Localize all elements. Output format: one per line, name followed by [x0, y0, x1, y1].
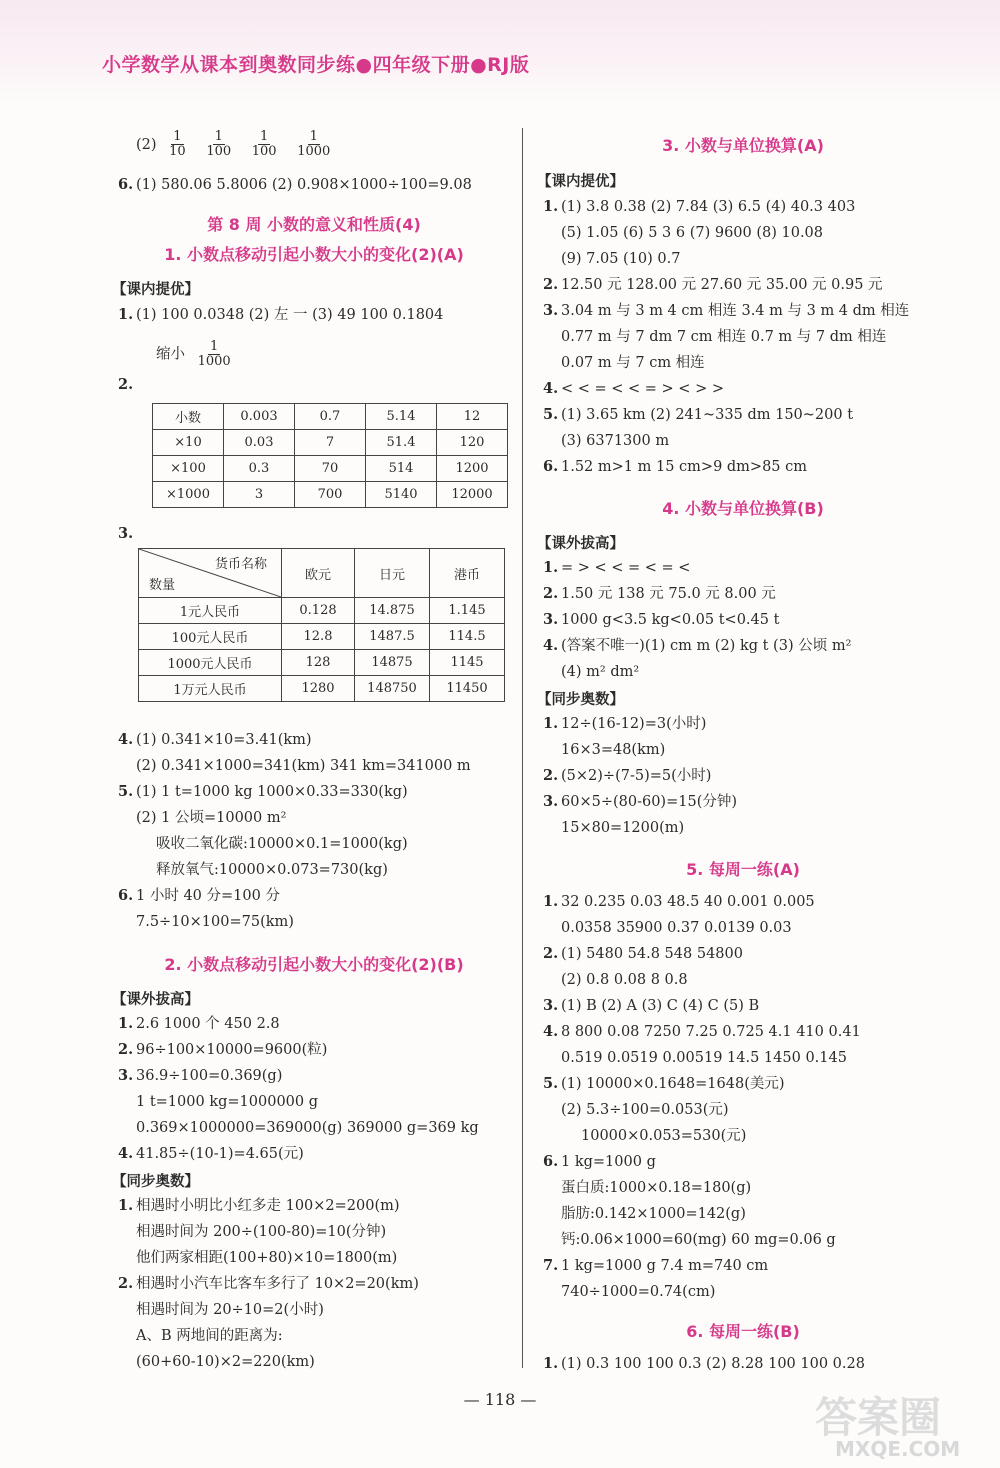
answer-line: 蛋白质:1000×0.18=180(g) — [561, 1180, 752, 1196]
answer-line: (2) 5.3÷100=0.053(元) — [561, 1102, 729, 1118]
answer-line: 5. (1) 10000×0.1648=1648(美元) — [543, 1075, 785, 1092]
answer-line: 释放氧气:10000×0.073=730(kg) — [156, 862, 388, 878]
section-title: 1. 小数点移动引起小数大小的变化(2)(A) — [164, 245, 464, 264]
answer-line: 他们两家相距(100+80)×10=1800(m) — [136, 1250, 398, 1266]
answer-line: 2. (1) 5480 54.8 548 54800 — [543, 945, 743, 962]
answer-line: (60+60-10)×2=220(km) — [136, 1354, 315, 1370]
answer-line: 10000×0.053=530(元) — [581, 1128, 747, 1144]
answer-line: 1. (1) 3.8 0.38 (2) 7.84 (3) 6.5 (4) 40.3 403 — [543, 198, 856, 215]
answer-line: 6. 1 kg=1000 g — [543, 1153, 656, 1170]
column-divider — [522, 128, 523, 1368]
answer-line: 1. = > < < = < = < — [543, 559, 691, 576]
book-header: 小学数学从课本到奥数同步练●四年级下册●RJ版 — [102, 54, 530, 76]
subsection-label: 【课外拔高】 — [537, 536, 624, 552]
answer-line: 15×80=1200(m) — [561, 820, 685, 836]
answer-line: (2) 0.8 0.08 8 0.8 — [561, 972, 688, 988]
answer-line: 吸收二氧化碳:10000×0.1=1000(kg) — [156, 836, 408, 852]
answer-line: 0.369×1000000=369000(g) 369000 g=369 kg — [136, 1120, 479, 1136]
section-title: 3. 小数与单位换算(A) — [662, 136, 824, 155]
answer-line: 4. < < = < < = > < > > — [543, 380, 724, 397]
subsection-label: 【同步奥数】 — [112, 1174, 199, 1190]
decimal-table: 小数 0.003 0.7 5.14 12 ×10 0.03 7 51.4 120 ×100 0.3 70 514 1200 ×1000 3 700 5140 12000 — [152, 403, 508, 508]
answer-line: 1 t=1000 kg=1000000 g — [136, 1094, 319, 1110]
answer-line: 4. 8 800 0.08 7250 7.25 0.725 4.1 410 0.41 — [543, 1023, 861, 1040]
fraction: $\frac{1}{1000}$ — [297, 129, 331, 159]
answer-line: 2. 96÷100×10000=9600(粒) — [118, 1041, 328, 1058]
fraction: $\frac{1}{100}$ — [206, 129, 232, 159]
answer-line: 6. 1 小时 40 分=100 分 — [118, 887, 280, 904]
answer-number: 3. — [118, 525, 134, 542]
answer-line: 5. (1) 1 t=1000 kg 1000×0.33=330(kg) — [118, 783, 408, 800]
answer-line: 相遇时间为 20÷10=2(小时) — [136, 1302, 324, 1318]
answer-line: 2. 12.50 元 128.00 元 27.60 元 35.00 元 0.95 元 — [543, 276, 883, 293]
answer-line: 1. (1) 100 0.0348 (2) 左 一 (3) 49 100 0.1804 — [118, 306, 444, 323]
answer-line: 脂肪:0.142×1000=142(g) — [561, 1206, 746, 1222]
fraction: $\frac{1}{100}$ — [251, 129, 277, 159]
answer-line: 1. 32 0.235 0.03 48.5 40 0.001 0.005 — [543, 893, 815, 910]
answer-line: 740÷1000=0.74(cm) — [561, 1284, 716, 1300]
answer-number: 2. — [118, 376, 134, 393]
answer-line: 1. (1) 0.3 100 100 0.3 (2) 8.28 100 100 0.28 — [543, 1355, 865, 1372]
section-title: 5. 每周一练(A) — [686, 860, 800, 879]
answer-line: 4. (1) 0.341×10=3.41(km) — [118, 731, 312, 748]
answer-line: 2. 相遇时小汽车比客车多行了 10×2=20(km) — [118, 1275, 419, 1292]
answer-line: 7. 1 kg=1000 g 7.4 m=740 cm — [543, 1257, 769, 1274]
answer-line: (3) 6371300 m — [561, 433, 670, 449]
answer-line: 4. 41.85÷(10-1)=4.65(元) — [118, 1145, 304, 1162]
answer-line: 5. (1) 3.65 km (2) 241~335 dm 150~200 t — [543, 406, 854, 423]
answer-line: A、B 两地间的距离为: — [136, 1328, 283, 1344]
answer-line: 缩小 $\frac{1}{1000}$ — [156, 339, 231, 369]
answer-line: 1. 12÷(16-12)=3(小时) — [543, 715, 707, 732]
watermark: 答案圈 — [815, 1393, 942, 1442]
diagonal-header-cell: 货币名称 数量 — [139, 549, 281, 597]
section-title: 2. 小数点移动引起小数大小的变化(2)(B) — [164, 955, 464, 974]
watermark-url: MXQE.COM — [835, 1437, 961, 1461]
answer-line: 钙:0.06×1000=60(mg) 60 mg=0.06 g — [561, 1232, 836, 1248]
answer-line: (9) 7.05 (10) 0.7 — [561, 251, 681, 267]
answer-line: 3. 60×5÷(80-60)=15(分钟) — [543, 793, 738, 810]
answer-line: 3. 36.9÷100=0.369(g) — [118, 1067, 283, 1084]
answer-line: 3. 1000 g<3.5 kg<0.05 t<0.45 t — [543, 611, 780, 628]
currency-table: 货币名称 数量 欧元 日元 港币 1元人民币 0.128 14.875 1.145 100元人民币 12.8 1487.5 114.5 1000元人民币 128 14875 1145 1万元人民币 1280 148750 11450 — [138, 548, 505, 702]
answer-line: 4. (答案不唯一)(1) cm m (2) kg t (3) 公顷 m² — [543, 637, 852, 654]
answer-line: 0.519 0.0519 0.00519 14.5 1450 0.145 — [561, 1050, 847, 1066]
page-number: — 118 — — [463, 1390, 537, 1409]
subsection-label: 【课内提优】 — [112, 282, 199, 298]
answer-line: 2. 1.50 元 138 元 75.0 元 8.00 元 — [543, 585, 776, 602]
week-title: 第 8 周 小数的意义和性质(4) — [207, 215, 421, 234]
subsection-label: 【同步奥数】 — [537, 692, 624, 708]
answer-line: 6. 1.52 m>1 m 15 cm>9 dm>85 cm — [543, 458, 808, 475]
fraction-label: (2) — [136, 136, 157, 153]
answer-line: 3. (1) B (2) A (3) C (4) C (5) B — [543, 997, 760, 1014]
answer-line: (4) m² dm² — [561, 664, 640, 680]
answer-line: 0.07 m 与 7 cm 相连 — [561, 355, 705, 371]
subsection-label: 【课内提优】 — [537, 174, 624, 190]
fraction: $\frac{1}{10}$ — [169, 129, 186, 159]
answer-line: 16×3=48(km) — [561, 742, 666, 758]
section-title: 4. 小数与单位换算(B) — [662, 499, 824, 518]
answer-line: (5) 1.05 (6) 5 3 6 (7) 9600 (8) 10.08 — [561, 225, 824, 241]
answer-line: 1. 相遇时小明比小红多走 100×2=200(m) — [118, 1197, 400, 1214]
section-title: 6. 每周一练(B) — [686, 1322, 800, 1341]
answer-line: 1. 2.6 1000 个 450 2.8 — [118, 1015, 280, 1032]
answer-line: 7.5÷10×100=75(km) — [136, 914, 294, 930]
answer-line: 6. (1) 580.06 5.8006 (2) 0.908×1000÷100=9.08 — [118, 176, 472, 193]
answer-line: (2) 1 公顷=10000 m² — [136, 810, 287, 826]
answer-line: 0.0358 35900 0.37 0.0139 0.03 — [561, 920, 792, 936]
answer-line: 0.77 m 与 7 dm 7 cm 相连 0.7 m 与 7 dm 相连 — [561, 329, 887, 345]
answer-line: 2. (5×2)÷(7-5)=5(小时) — [543, 767, 712, 784]
answer-line: (2) 0.341×1000=341(km) 341 km=341000 m — [136, 758, 471, 774]
fraction-line — [118, 130, 338, 159]
subsection-label: 【课外拔高】 — [112, 992, 199, 1008]
answer-line: 相遇时间为 200÷(100-80)=10(分钟) — [136, 1224, 387, 1240]
answer-line: 3. 3.04 m 与 3 m 4 cm 相连 3.4 m 与 3 m 4 dm 相连 — [543, 302, 910, 319]
